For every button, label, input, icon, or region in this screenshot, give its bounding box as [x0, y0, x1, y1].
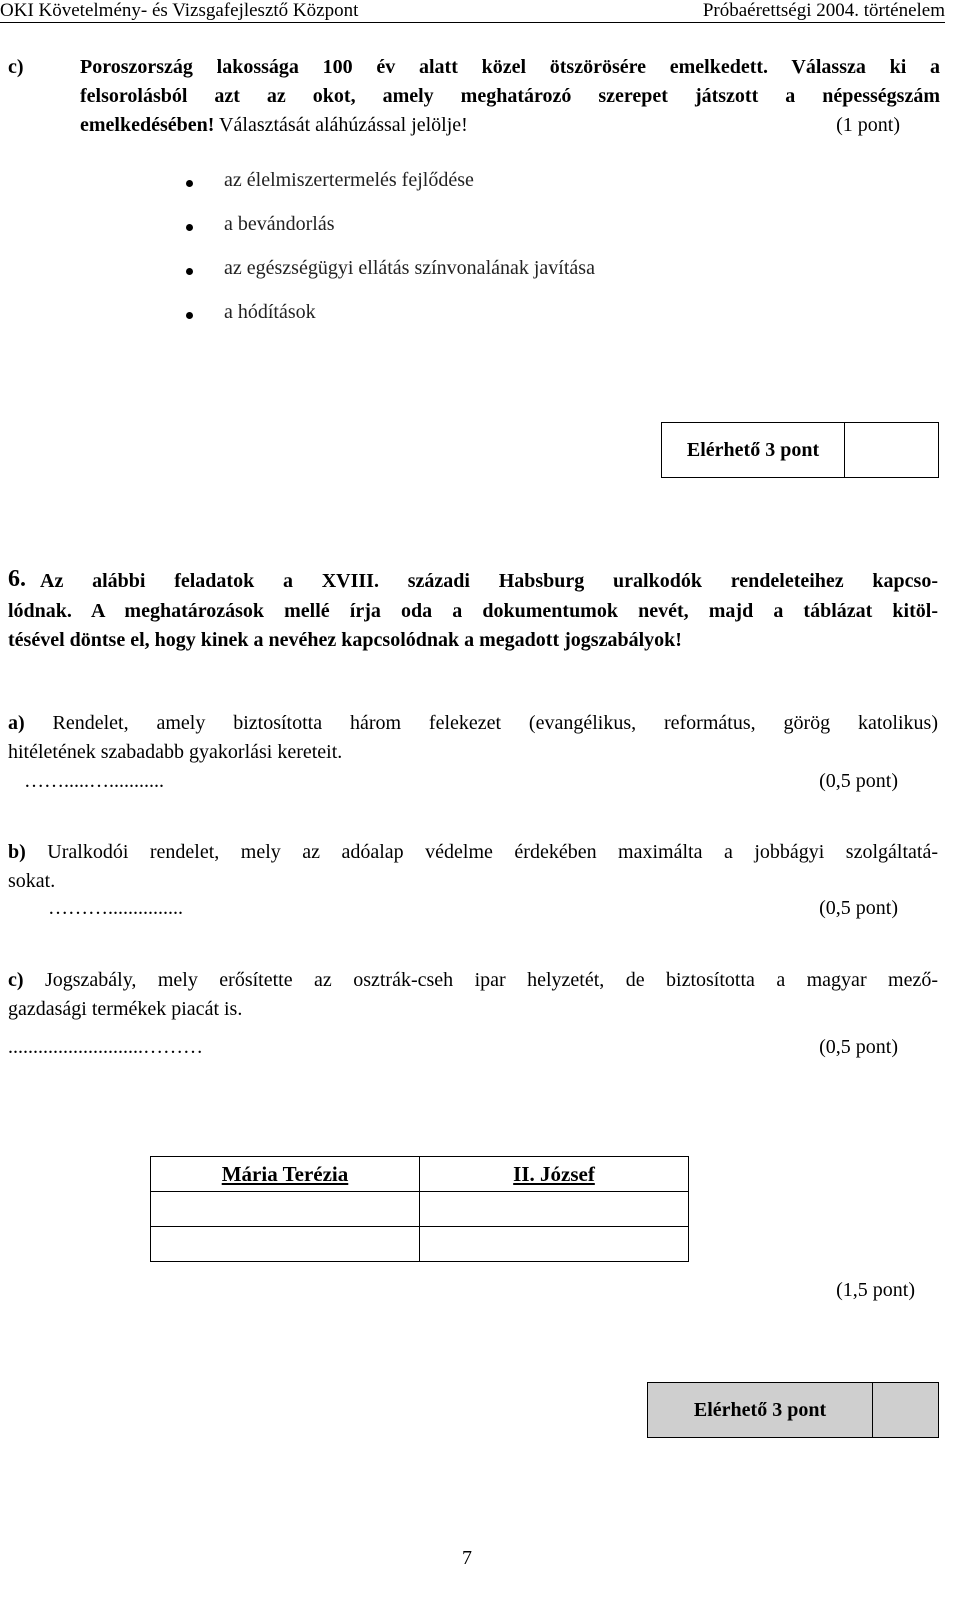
- answer-cell[interactable]: [151, 1227, 420, 1262]
- option-1[interactable]: az élelmiszertermelés fejlődése: [224, 169, 474, 191]
- score-box-2-cell[interactable]: [872, 1383, 939, 1437]
- question-c-line3: [80, 111, 468, 140]
- item-a-blank[interactable]: …….....…...........: [24, 770, 164, 792]
- question-c-points: (1 pont): [836, 114, 900, 136]
- question-c-line1: Poroszország lakossága 100 év alatt közel ötszörösére emelkedett. Válassza ki a: [80, 56, 940, 78]
- score-box-2: [647, 1382, 939, 1438]
- item-b-points: (0,5 pont): [819, 897, 898, 919]
- bullet-icon: [186, 268, 193, 275]
- item-c-line2: gazdasági termékek piacát is.: [8, 998, 243, 1020]
- item-c-text: Jogszabály, mely erősítette az osztrák-cseh ipar helyzetét, de biztosította a magyar mező-: [23, 969, 938, 991]
- score-box-2-label: Elérhető 3 pont: [693, 1398, 827, 1421]
- item-b-text: Uralkodói rendelet, mely az adóalap védelme érdekében maximálta a jobbágyi szolgáltatá-: [25, 841, 938, 863]
- answer-cell[interactable]: [151, 1192, 420, 1227]
- answer-cell[interactable]: [420, 1227, 689, 1262]
- question-c-line3-bold: emelkedésében!: [80, 114, 215, 136]
- item-b-marker: b): [8, 841, 26, 863]
- header-right: Próbaérettségi 2004. történelem: [702, 0, 945, 21]
- item-b-line2: sokat.: [8, 870, 56, 892]
- question-c-line3-rest: Választását aláhúzással jelölje!: [214, 114, 468, 136]
- item-a-text: Rendelet, amely biztosította három felekezet (evangélikus, református, görög katolikus): [24, 712, 938, 734]
- table-points: (1,5 pont): [836, 1279, 915, 1301]
- answer-table: [150, 1156, 689, 1262]
- question-c-line2: felsorolásból azt az okot, amely meghatározó szerepet játszott a népességszám: [80, 85, 940, 107]
- question-c-marker: c): [8, 56, 24, 78]
- item-a-points: (0,5 pont): [819, 770, 898, 792]
- answer-table-row: [151, 1192, 689, 1227]
- answer-table-header-maria-terezia: Mária Terézia: [151, 1157, 420, 1192]
- bullet-icon: [186, 312, 193, 319]
- item-c-blank[interactable]: ...........................………: [8, 1036, 203, 1058]
- task-6-line2: lódnak. A meghatározások mellé írja oda a dokumentumok nevét, majd a táblázat kitöl-: [8, 600, 938, 622]
- answer-cell[interactable]: [420, 1192, 689, 1227]
- answer-table-header-row: [151, 1157, 689, 1192]
- score-box-1-label: Elérhető 3 pont: [686, 438, 820, 461]
- option-3[interactable]: az egészségügyi ellátás színvonalának javítása: [224, 257, 595, 279]
- option-2[interactable]: a bevándorlás: [224, 213, 335, 235]
- item-c-marker: c): [8, 969, 24, 991]
- page-number: 7: [462, 1547, 472, 1569]
- answer-table-row: [151, 1227, 689, 1262]
- item-a-line1: [8, 709, 938, 738]
- item-c-line1: [8, 966, 938, 995]
- item-a-line2: hitéletének szabadabb gyakorlási kereteit.: [8, 741, 343, 763]
- task-6-line1: Az alábbi feladatok a XVIII. századi Habsburg uralkodók rendeleteihez kapcso-: [40, 570, 938, 592]
- item-c-points: (0,5 pont): [819, 1036, 898, 1058]
- bullet-icon: [186, 224, 193, 231]
- header-divider: [0, 22, 945, 23]
- item-b-blank[interactable]: ………...............: [48, 897, 183, 919]
- item-b-line1: [8, 838, 938, 867]
- score-box-1: [661, 422, 939, 478]
- task-6-line3: tésével döntse el, hogy kinek a nevéhez kapcsolódnak a megadott jogszabályok!: [8, 629, 682, 651]
- score-box-1-cell[interactable]: [844, 423, 939, 477]
- option-4[interactable]: a hódítások: [224, 301, 316, 323]
- bullet-icon: [186, 180, 193, 187]
- item-a-marker: a): [8, 712, 25, 734]
- header-left: OKI Követelmény- és Vizsgafejlesztő Központ: [0, 0, 359, 21]
- answer-table-header-ii-jozsef: II. József: [420, 1157, 689, 1192]
- task-6-number: 6.: [8, 566, 26, 592]
